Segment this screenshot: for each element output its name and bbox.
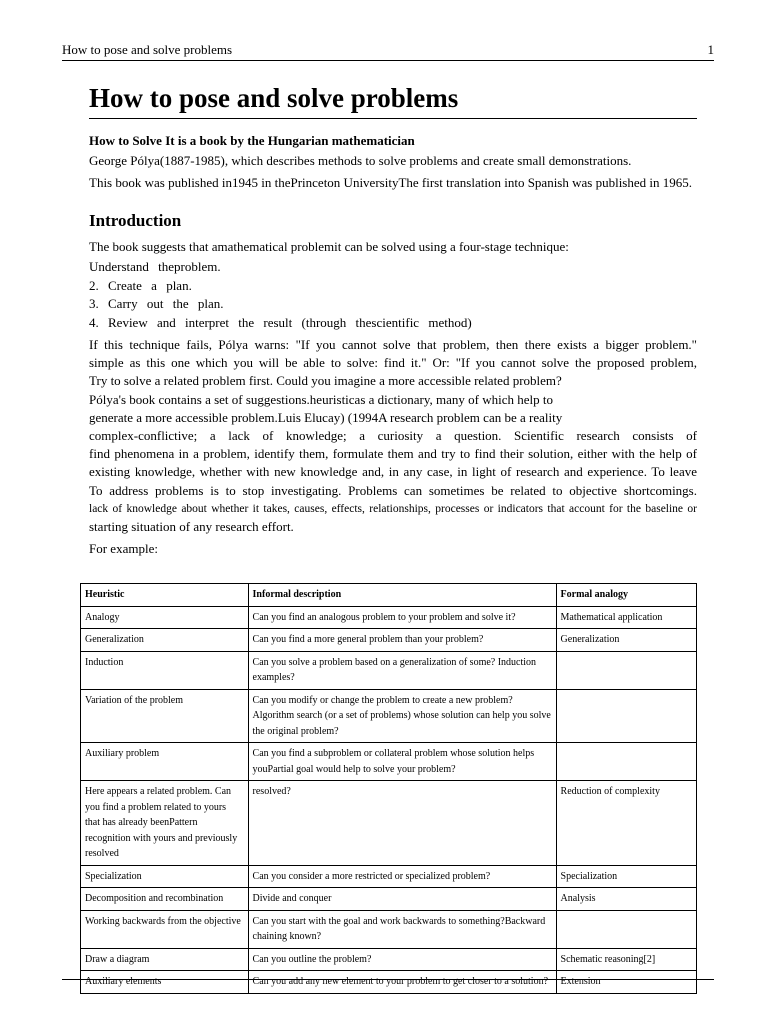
column-header: Informal description (248, 584, 556, 607)
table-cell (556, 651, 696, 689)
table-cell: Draw a diagram (81, 948, 249, 971)
header-rule (62, 60, 714, 61)
list-item: 4. Review and interpret the result (through thescientific method) (89, 314, 472, 330)
table-row (81, 651, 697, 689)
table-cell: Auxiliary elements (81, 971, 249, 994)
for-example-label: For example: (89, 541, 158, 557)
table-row (81, 888, 697, 911)
intro-line: The book suggests that amathematical problemit can be solved using a four-stage technique: (89, 239, 569, 254)
page-title: How to pose and solve problems (89, 82, 697, 119)
table-row (81, 689, 697, 743)
column-header: Formal analogy (556, 584, 696, 607)
body-line: Pólya's book contains a set of suggestions.heuristicas a dictionary, many of which help to (89, 391, 553, 407)
table-cell: Can you solve a problem based on a generalization of some? Induction examples? (248, 651, 556, 689)
table-cell: Can you find an analogous problem to your problem and solve it? (248, 606, 556, 629)
table-cell: Can you outline the problem? (248, 948, 556, 971)
body-line: To address problems is to stop investigating. Problems can sometimes be related to objective shortcomings. (89, 482, 697, 498)
table-cell: Can you modify or change the problem to create a new problem?Algorithm search (or a set of problems) whose solution can help you solve the original problem? (248, 689, 556, 743)
table-cell: Can you find a subproblem or collateral problem whose solution helps youPartial goal would help to solve your problem? (248, 743, 556, 781)
list-item: Understand theproblem. (89, 259, 221, 274)
table-cell: Schematic reasoning[2] (556, 948, 696, 971)
list-item: 2. Create a plan. (89, 277, 192, 293)
table-cell: Working backwards from the objective (81, 910, 249, 948)
table-cell: Auxiliary problem (81, 743, 249, 781)
table-cell: Can you add any new element to your problem to get closer to a solution? (248, 971, 556, 994)
table-cell: Extension (556, 971, 696, 994)
table-cell: Can you start with the goal and work backwards to something?Backward chaining known? (248, 910, 556, 948)
lead-paragraph-2: This book was published in1945 in thePrinceton UniversityThe first translation into Spanish was published in 1965. (89, 175, 692, 190)
table-row (81, 606, 697, 629)
table-cell: Generalization (556, 629, 696, 652)
body-line: complex-conflictive; a lack of knowledge; a curiosity a question. Scientific research consists of (89, 428, 697, 444)
body-line: generate a more accessible problem.Luis Elucay) (1994A research problem can be a reality (89, 409, 563, 425)
body-line: existing knowledge, whether with new knowledge and, in any case, in light of research and experience. To leave (89, 464, 697, 480)
column-header: Heuristic (81, 584, 249, 607)
running-header (62, 42, 714, 58)
heuristics-table (80, 583, 697, 994)
table-cell: Generalization (81, 629, 249, 652)
table-cell: Can you find a more general problem than your problem? (248, 629, 556, 652)
body-line: lack of knowledge about whether it takes, causes, effects, relationships, processes or indicators that account for the baseline or (89, 502, 697, 515)
body-line: starting situation of any research effort. (89, 519, 294, 535)
table-cell: Divide and conquer (248, 888, 556, 911)
table-row (81, 910, 697, 948)
table-cell: Reduction of complexity (556, 781, 696, 866)
section-heading-introduction: Introduction (89, 211, 182, 230)
body-line: simple as this one which you will be able to solve: find it." Or: "If you cannot solve the proposed problem, (89, 355, 697, 371)
lead-paragraph-1: George Pólya(1887-1985), which describes methods to solve problems and create small demonstrations. (89, 153, 632, 168)
table-cell: Decomposition and recombination (81, 888, 249, 911)
body-line: find phenomena in a problem, identify them, formulate them and try to find their solution, either with the help of (89, 446, 697, 462)
table-cell: Here appears a related problem. Can you find a problem related to yours that has already beenPattern recognition with yours and previously resolved (81, 781, 249, 866)
body-paragraph (89, 336, 697, 536)
page-number: 1 (707, 42, 714, 57)
table-cell: Specialization (556, 865, 696, 888)
list-item: 3. Carry out the plan. (89, 296, 224, 311)
table-cell: Analogy (81, 606, 249, 629)
lead-bold-sentence: How to Solve It is a book by the Hungarian mathematician (89, 133, 415, 148)
document-body (89, 82, 697, 558)
table-header-row (81, 584, 697, 607)
table-cell: resolved? (248, 781, 556, 866)
body-line: Try to solve a related problem first. Could you imagine a more accessible related problem? (89, 373, 562, 389)
table-row (81, 948, 697, 971)
table-row (81, 971, 697, 994)
table-row (81, 629, 697, 652)
table-row (81, 743, 697, 781)
running-header-title: How to pose and solve problems (62, 42, 233, 57)
table-cell (556, 910, 696, 948)
table-cell: Induction (81, 651, 249, 689)
table-cell (556, 689, 696, 743)
steps-list (89, 258, 697, 332)
table-cell: Can you consider a more restricted or specialized problem? (248, 865, 556, 888)
footer-rule (62, 979, 714, 980)
table-cell: Analysis (556, 888, 696, 911)
body-line: If this technique fails, Pólya warns: "If you cannot solve that problem, then there exists a bigger problem." (89, 337, 697, 352)
table-cell: Specialization (81, 865, 249, 888)
table-row (81, 781, 697, 866)
table-cell: Mathematical application (556, 606, 696, 629)
table-cell: Variation of the problem (81, 689, 249, 743)
table-row (81, 865, 697, 888)
table-cell (556, 743, 696, 781)
